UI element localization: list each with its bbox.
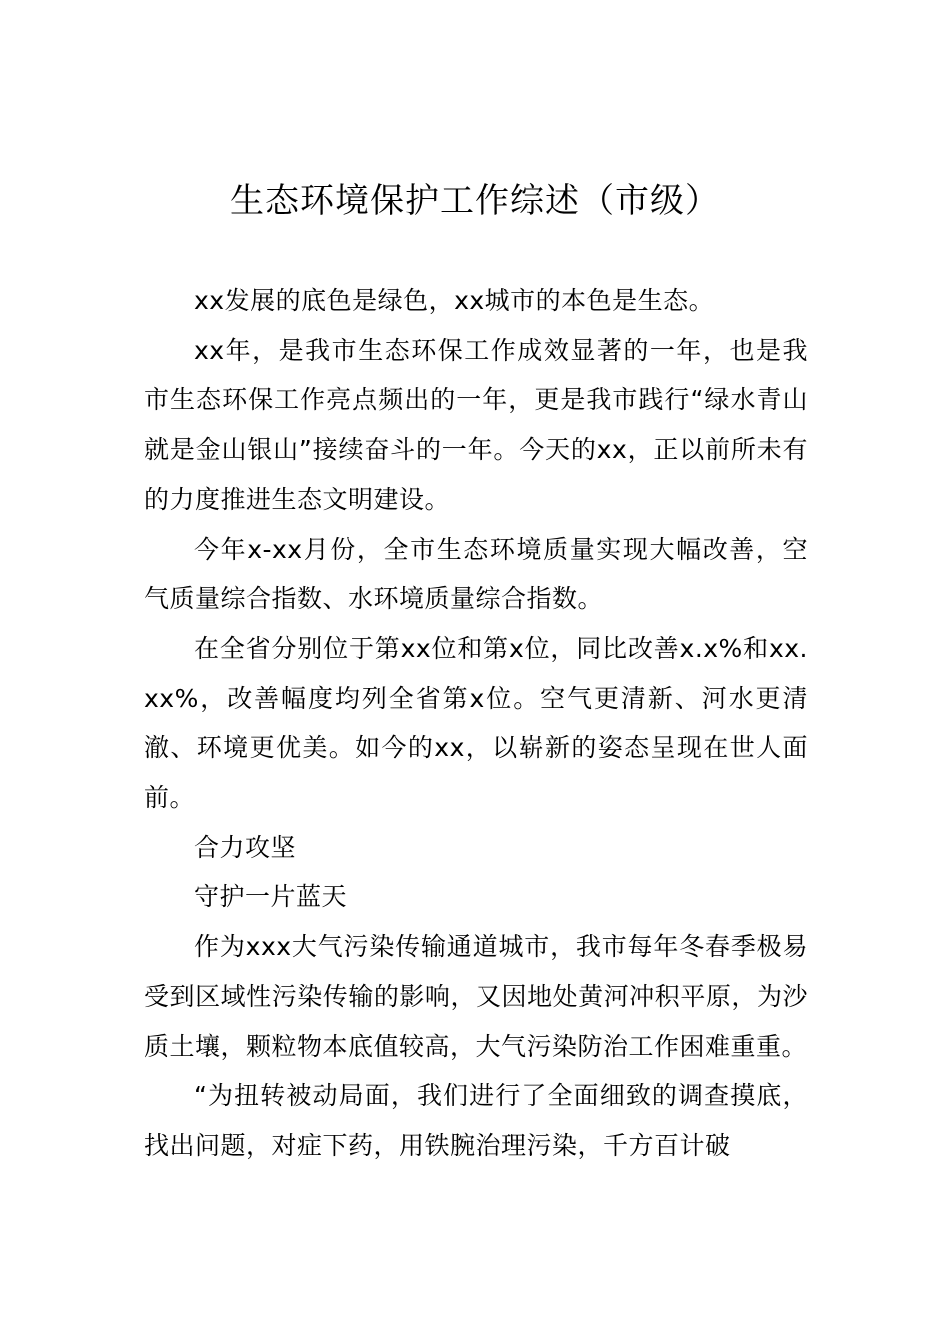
paragraph-air-pollution: 作为xxx大气污染传输通道城市，我市每年冬春季极易受到区域性污染传输的影响，又因地处黄河冲积平原，为沙质土壤，颗粒物本底值较高，大气污染防治工作困难重重。 [144,932,808,1061]
paragraph-quote: “为扭转被动局面，我们进行了全面细致的调查摸底，找出问题，对症下药，用铁腕治理污染，千方百计破 [144,1081,808,1160]
section-heading-joint-effort: 合力攻坚 [194,832,297,862]
paragraph-province-ranking: 在全省分别位于第xx位和第x位，同比改善x.x%和xx.xx%，改善幅度均列全省第x位。空气更清新、河水更清澈、环境更优美。如今的xx，以崭新的姿态呈现在世人面前。 [144,633,808,813]
section-heading-blue-sky: 守护一片蓝天 [194,882,348,912]
paragraph-quality-improvement: 今年x-xx月份，全市生态环境质量实现大幅改善，空气质量综合指数、水环境质量综合指数。 [144,534,808,614]
document-body [144,276,808,1171]
paragraph-year-summary: xx年，是我市生态环保工作成效显著的一年，也是我市生态环保工作亮点频出的一年，更是我市践行“绿水青山就是金山银山”接续奋斗的一年。今天的xx，正以前所未有的力度推进生态文明建设。 [144,335,808,514]
document-title: 生态环境保护工作综述（市级） [230,181,720,221]
paragraph-intro: xx发展的底色是绿色，xx城市的本色是生态。 [194,286,715,315]
